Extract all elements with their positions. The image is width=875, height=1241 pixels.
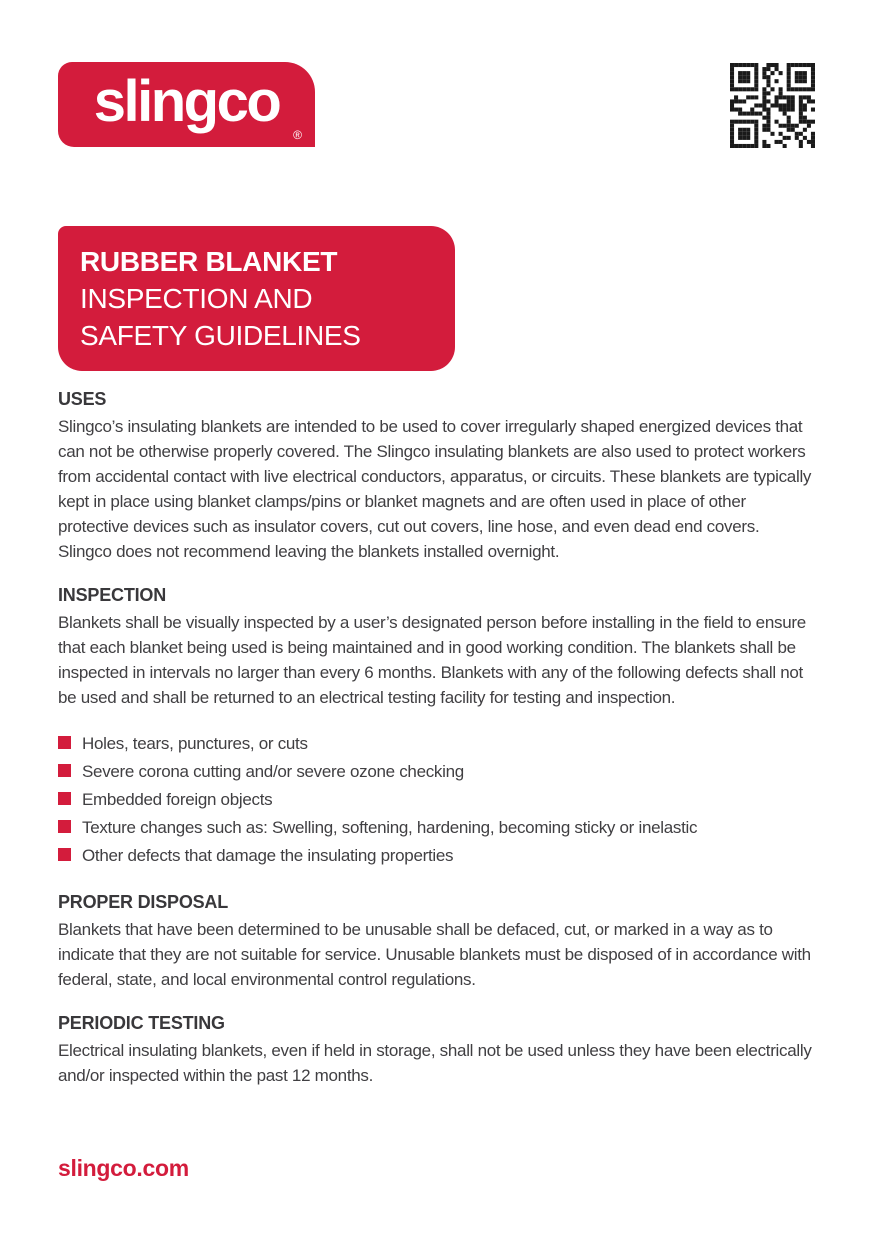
red-square-bullet-icon <box>58 736 71 749</box>
header <box>58 62 815 148</box>
page-title-line1: RUBBER BLANKET <box>80 246 338 277</box>
defect-list-item-label: Severe corona cutting and/or severe ozone checking <box>82 762 464 781</box>
website-text: slingco.com <box>58 1155 189 1181</box>
inspection-heading: INSPECTION <box>58 585 167 605</box>
defect-list-item <box>58 790 817 809</box>
defect-list-item <box>58 734 817 753</box>
page-title-line3: SAFETY GUIDELINES <box>80 320 361 351</box>
document-body <box>58 388 817 1088</box>
red-square-bullet-icon <box>58 792 71 805</box>
section-uses <box>58 388 817 564</box>
defect-list-item-label: Other defects that damage the insulating properties <box>82 846 454 865</box>
red-square-bullet-icon <box>58 820 71 833</box>
inspection-paragraph: Blankets shall be visually inspected by a user’s designated person before installing in the field to ensure that each blanket being used is being maintained and in good working condition. The blankets shall be inspected in intervals no larger than every 6 months. Blankets with any of the following defects shall not be used and shall be returned to an electrical testing facility for testing and inspection. <box>58 613 806 707</box>
uses-paragraph: Slingco’s insulating blankets are intended to be used to cover irregularly shaped energized devices that can not be otherwise properly covered. The Slingco insulating blankets are also used to protect workers from accidental contact with live electrical conductors, apparatus, or circuits. These blankets are typically kept in place using blanket clamps/pins or blanket magnets and are often used in place of other protective devices such as insulator covers, cut out covers, line hose, and even dead end covers. Slingco does not recommend leaving the blankets installed overnight. <box>58 417 812 561</box>
qr-code-icon <box>730 63 815 148</box>
defect-list-item <box>58 762 817 781</box>
defect-list-item-label: Holes, tears, punctures, or cuts <box>82 734 308 753</box>
slingco-logo <box>58 62 315 147</box>
defect-list-item-label: Texture changes such as: Swelling, softening, hardening, becoming sticky or inelastic <box>82 818 698 837</box>
section-disposal <box>58 891 817 992</box>
red-square-bullet-icon <box>58 764 71 777</box>
red-square-bullet-icon <box>58 848 71 861</box>
page-title-line2: INSPECTION AND <box>80 283 313 314</box>
section-testing <box>58 1012 817 1088</box>
defect-list-item <box>58 818 817 837</box>
disposal-heading: PROPER DISPOSAL <box>58 892 229 912</box>
section-inspection <box>58 584 817 710</box>
registered-trademark-symbol: ® <box>293 128 302 142</box>
uses-heading: USES <box>58 389 107 409</box>
testing-paragraph: Electrical insulating blankets, even if held in storage, shall not be used unless they have been electrically and/or inspected within the past 12 months. <box>58 1041 812 1085</box>
disposal-paragraph: Blankets that have been determined to be unusable shall be defaced, cut, or marked in a way as to indicate that they are not suitable for service. Unusable blankets must be disposed of in accordance with federal, state, and local environmental control regulations. <box>58 920 811 989</box>
slingco-logo-text: slingco <box>93 68 280 134</box>
defect-list <box>58 734 817 865</box>
defect-list-item <box>58 846 817 865</box>
defect-list-item-label: Embedded foreign objects <box>82 790 273 809</box>
testing-heading: PERIODIC TESTING <box>58 1013 225 1033</box>
title-banner <box>58 226 455 371</box>
